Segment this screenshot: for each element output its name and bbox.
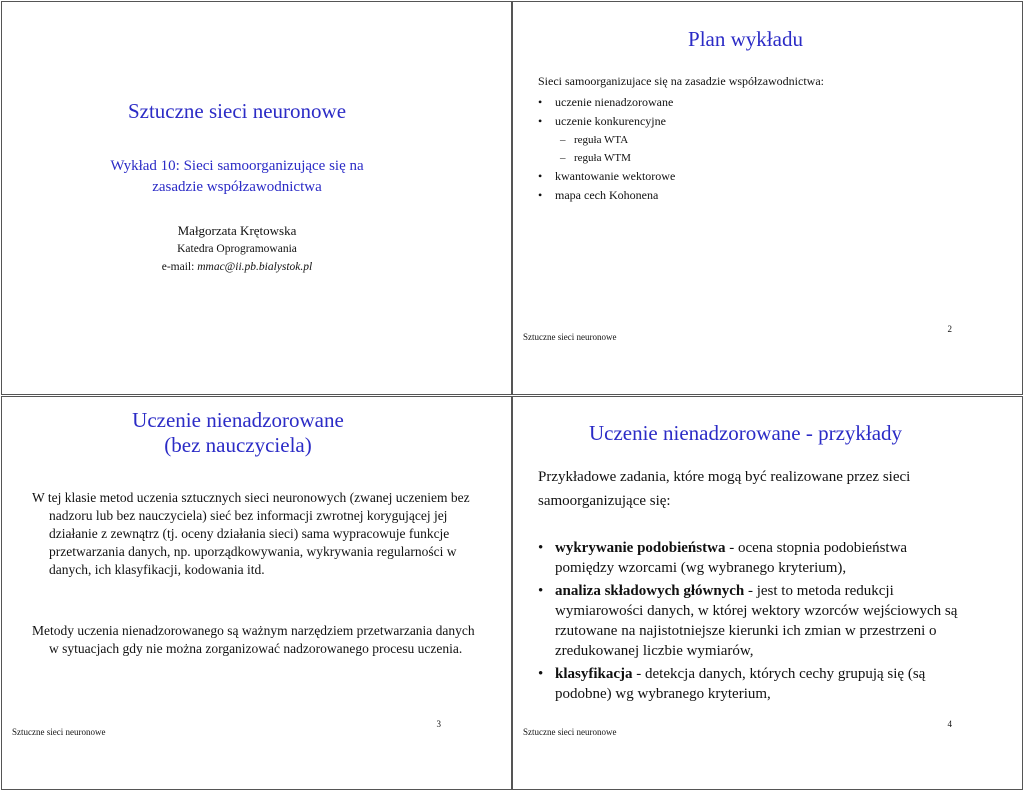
list-item-text: mapa cech Kohonena: [555, 188, 659, 202]
page-number: 2: [947, 324, 952, 334]
page-number: 4: [947, 719, 952, 729]
paragraph-1: W tej klasie metod uczenia sztucznych sieci neuronowych (zwanej uczeniem bez nadzoru lub bez nauczyciela) sieć bez informacji zwrotnej korygującej jej działanie z zewnątrz (tj. oceny działania sieci) sama wypracowuje funkcje przetwarzania danych, np. uporządkowywania, wykrywania regularności w danych, ich klasyfikacji, kodowania itd.: [32, 490, 470, 577]
email-label: e-mail:: [161, 261, 195, 273]
email-line: [2, 261, 472, 273]
slide-intro: Przykładowe zadania, które mogą być realizowane przez sieci samoorganizujące się:: [538, 469, 911, 509]
list-item-text: uczenie konkurencyjne: [555, 114, 666, 128]
title-line-1: Uczenie nienadzorowane: [132, 408, 344, 432]
email-address: mmac@ii.pb.bialystok.pl: [197, 261, 313, 273]
bullet-mark: •: [538, 540, 544, 556]
list-item: [538, 581, 958, 661]
slide-footer: Sztuczne sieci neuronowe: [523, 332, 617, 342]
item-term: klasyfikacja: [555, 666, 633, 682]
list-subitem: [538, 131, 675, 149]
bullet-mark: •: [538, 583, 544, 599]
slide-title: Plan wykładu: [688, 27, 803, 51]
bullet-mark: •: [538, 169, 543, 183]
slide-2: [512, 1, 1023, 395]
list-item: [538, 538, 958, 578]
item-description: - detekcja danych, których cechy grupują się (są podobne) wg wybranego kryterium,: [555, 666, 926, 702]
department: Katedra Oprogramowania: [177, 243, 297, 255]
slide-title: Uczenie nienadzorowane - przykłady: [588, 421, 903, 445]
list-subitem: [538, 149, 675, 167]
dash-mark: –: [560, 152, 566, 164]
bullet-mark: •: [538, 666, 544, 682]
slide-title: [2, 408, 474, 458]
bullet-mark: •: [538, 188, 543, 202]
list-item: [538, 112, 675, 131]
slide-footer: Sztuczne sieci neuronowe: [523, 727, 617, 737]
outline-list: [538, 93, 675, 205]
slide-footer: Sztuczne sieci neuronowe: [12, 727, 106, 737]
list-item: [538, 167, 675, 186]
item-description: - ocena stopnia podobieństwa pomiędzy wzorcami (wg wybranego kryterium),: [555, 540, 908, 576]
lecture-title: Sztuczne sieci neuronowe: [127, 99, 347, 123]
subtitle-line-1: Wykład 10: Sieci samoorganizujące się na: [110, 158, 364, 174]
author-name: Małgorzata Krętowska: [177, 223, 297, 238]
title-line-2: (bez nauczyciela): [164, 433, 312, 457]
list-item: [538, 186, 675, 205]
subtitle-line-2: zasadzie współzawodnictwa: [152, 179, 322, 195]
page-number: 3: [436, 719, 441, 729]
list-item-text: uczenie nienadzorowane: [555, 95, 674, 109]
slide-4: [512, 396, 1023, 790]
lecture-subtitle: [2, 156, 472, 198]
examples-list: [538, 538, 958, 707]
bullet-mark: •: [538, 114, 543, 128]
slide-3: [1, 396, 512, 790]
list-item-text: kwantowanie wektorowe: [555, 169, 676, 183]
list-item: [538, 664, 958, 704]
item-term: wykrywanie podobieństwa: [555, 540, 726, 556]
item-description: - jest to metoda redukcji wymiarowości danych, w której wektory wzorców wejściowych są rzutowane na najistotniejsze kierunki ich zmian w przestrzeni o zredukowanej liczbie wymiarów,: [555, 583, 958, 659]
paragraph-2: Metody uczenia nienadzorowanego są ważnym narzędziem przetwarzania danych w sytuacjach gdy nie można zorganizować nadzorowanego procesu uczenia.: [32, 623, 475, 656]
list-item-text: reguła WTA: [574, 134, 629, 146]
slide-1: [1, 1, 512, 395]
bullet-mark: •: [538, 95, 543, 109]
slide-lead: Sieci samoorganizujace się na zasadzie współzawodnictwa:: [538, 74, 825, 88]
list-item-text: reguła WTM: [574, 152, 631, 164]
list-item: [538, 93, 675, 112]
dash-mark: –: [560, 134, 566, 146]
item-term: analiza składowych głównych: [555, 583, 745, 599]
